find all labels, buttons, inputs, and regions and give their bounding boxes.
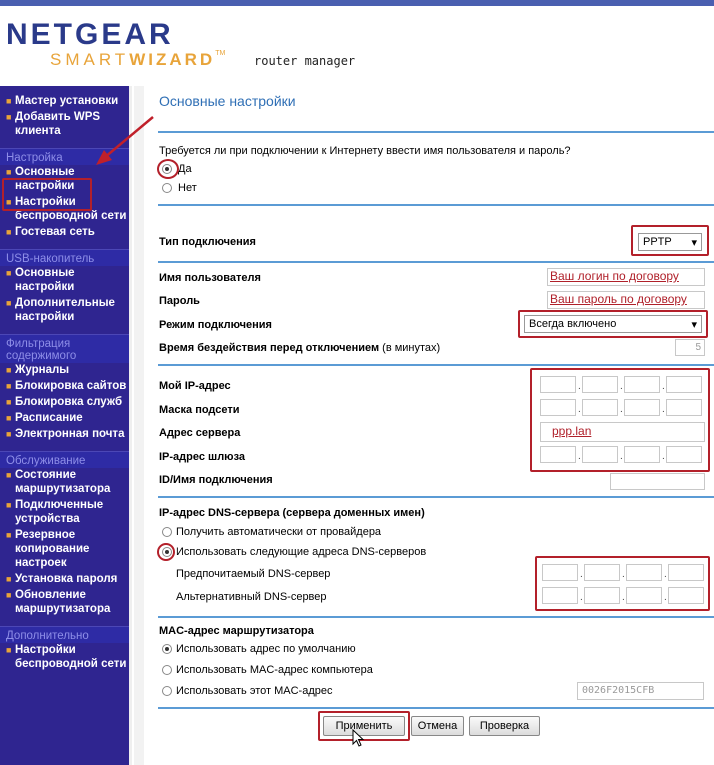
gateway-octet-3[interactable] (624, 446, 660, 463)
bullet-icon: ■ (6, 645, 12, 655)
divider (158, 616, 714, 618)
password-label: Пароль (159, 295, 200, 307)
sidebar-item[interactable] (0, 528, 129, 570)
divider (158, 131, 714, 133)
logo-wizard-text: WIZARD (129, 50, 216, 69)
main-content (144, 86, 714, 765)
sidebar-item[interactable] (0, 110, 129, 138)
subnet-octet-4[interactable] (666, 399, 702, 416)
dns-secondary-octet-4[interactable] (668, 587, 704, 604)
apply-button[interactable]: Применить (323, 716, 405, 736)
radio-mac-pc-label: Использовать MAC-адрес компьютера (176, 664, 373, 676)
password-hint: Ваш пароль по договору (550, 292, 687, 306)
mode-value: Всегда включено (529, 318, 617, 330)
sidebar-item-label: Основные настройки (15, 166, 75, 192)
conn-type-value: PPTP (643, 236, 672, 248)
sidebar-item-label: Установка пароля (15, 573, 118, 585)
dns-primary-octet-3[interactable] (626, 564, 662, 581)
mac-input[interactable]: 0026F2015CFB (577, 682, 704, 700)
sidebar-item-label: Резервное копирование настроек (15, 529, 90, 569)
sidebar-item-label: Добавить WPS клиента (15, 111, 101, 137)
bullet-icon: ■ (6, 530, 12, 540)
radio-dns-auto-label: Получить автоматически от провайдера (176, 526, 382, 538)
sidebar-item-label: Обновление маршрутизатора (15, 589, 111, 615)
octet-separator: . (620, 381, 623, 392)
octet-separator: . (664, 569, 667, 580)
sidebar-item[interactable] (0, 379, 129, 393)
octet-separator: . (620, 404, 623, 415)
radio-mac-this[interactable] (162, 686, 172, 696)
octet-separator: . (662, 381, 665, 392)
bullet-icon: ■ (6, 96, 12, 106)
radio-dns-auto[interactable] (162, 527, 172, 537)
bullet-icon: ■ (6, 112, 12, 122)
octet-separator: . (578, 404, 581, 415)
subnet-octet-2[interactable] (582, 399, 618, 416)
gateway-octet-4[interactable] (666, 446, 702, 463)
sidebar-section-header: USB-накопитель (0, 249, 129, 266)
tagline: router manager (254, 54, 356, 68)
dns-primary-octet-2[interactable] (584, 564, 620, 581)
bullet-icon: ■ (6, 227, 12, 237)
bullet-icon: ■ (6, 268, 12, 278)
dns-primary-octet-4[interactable] (668, 564, 704, 581)
idle-label: Время бездействия перед отключением (159, 342, 380, 354)
sidebar-item-label: Расписание (15, 412, 83, 424)
sidebar-item-label: Настройки беспроводной сети (15, 644, 127, 670)
logo-smart-text: SMART (50, 50, 130, 69)
sidebar-item-label: Блокировка сайтов (15, 380, 127, 392)
header (0, 6, 714, 86)
mac-title: MAC-адрес маршрутизатора (159, 625, 314, 637)
sidebar-item[interactable] (0, 572, 129, 586)
conn-id-input[interactable] (610, 473, 705, 490)
sidebar-item[interactable] (0, 588, 129, 616)
octet-separator: . (580, 569, 583, 580)
dns-secondary-octet-3[interactable] (626, 587, 662, 604)
conn-type-label: Тип подключения (159, 236, 256, 248)
sidebar-item-label: Подключенные устройства (15, 499, 104, 525)
sidebar-item-label: Дополнительные настройки (15, 297, 115, 323)
smartwizard-logo (50, 50, 225, 70)
sidebar-item[interactable] (0, 395, 129, 409)
my-ip-octet-3[interactable] (624, 376, 660, 393)
dns-secondary-octet-1[interactable] (542, 587, 578, 604)
dns-primary-label: Предпочитаемый DNS-сервер (176, 568, 331, 580)
my-ip-octet-1[interactable] (540, 376, 576, 393)
sidebar-item[interactable] (0, 498, 129, 526)
sidebar-scrollbar[interactable] (134, 86, 144, 765)
username-hint: Ваш логин по договору (550, 269, 679, 283)
server-value: ppp.lan (552, 424, 592, 438)
radio-login-yes-label: Да (178, 163, 192, 175)
sidebar-item[interactable] (0, 643, 129, 671)
my-ip-octet-2[interactable] (582, 376, 618, 393)
sidebar-item-label: Состояние маршрутизатора (15, 469, 111, 495)
my-ip-label: Мой IP-адрес (159, 380, 231, 392)
octet-separator: . (622, 569, 625, 580)
bullet-icon: ■ (6, 167, 12, 177)
bullet-icon: ■ (6, 397, 12, 407)
radio-login-no[interactable] (162, 183, 172, 193)
bullet-icon: ■ (6, 429, 12, 439)
gateway-label: IP-адрес шлюза (159, 451, 246, 463)
octet-separator: . (578, 381, 581, 392)
highlight-yes (157, 159, 179, 179)
conn-id-label: ID/Имя подключения (159, 474, 273, 486)
bullet-icon: ■ (6, 470, 12, 480)
sidebar-item-label: Основные настройки (15, 267, 75, 293)
page-title: Основные настройки (159, 93, 296, 109)
server-label: Адрес сервера (159, 427, 241, 439)
dns-primary-octet-1[interactable] (542, 564, 578, 581)
subnet-octet-1[interactable] (540, 399, 576, 416)
divider (158, 261, 714, 263)
sidebar-item[interactable] (0, 363, 129, 377)
radio-mac-this-label: Использовать этот MAC-адрес (176, 685, 333, 697)
sidebar-item-label: Гостевая сеть (15, 226, 95, 238)
dns-secondary-octet-2[interactable] (584, 587, 620, 604)
netgear-logo: NETGEAR (6, 18, 174, 51)
sidebar-item[interactable] (0, 266, 129, 294)
sidebar-item[interactable] (0, 427, 129, 441)
bullet-icon: ■ (6, 590, 12, 600)
sidebar-item[interactable] (0, 94, 129, 108)
octet-separator: . (662, 451, 665, 462)
octet-separator: . (580, 592, 583, 603)
highlight-sidebar-basic (2, 178, 92, 211)
dns-title: IP-адрес DNS-сервера (сервера доменных имен) (159, 507, 425, 519)
highlight-dns-manual (157, 543, 175, 561)
bullet-icon: ■ (6, 500, 12, 510)
logo-tm-mark: TM (215, 50, 226, 57)
chevron-down-icon: ▾ (691, 318, 697, 331)
octet-separator: . (664, 592, 667, 603)
divider (158, 707, 714, 709)
divider (158, 204, 714, 206)
sidebar-section-header: Дополнительно (0, 626, 129, 643)
mouse-cursor-icon (352, 729, 366, 749)
gateway-octet-1[interactable] (540, 446, 576, 463)
bullet-icon: ■ (6, 413, 12, 423)
subnet-label: Маска подсети (159, 404, 240, 416)
sidebar-item[interactable] (0, 411, 129, 425)
sidebar-section-header: Фильтрация содержимого (0, 334, 129, 363)
bullet-icon: ■ (6, 197, 12, 207)
radio-mac-default-label: Использовать адрес по умолчанию (176, 643, 356, 655)
idle-label-row (159, 342, 440, 354)
sidebar-section-header: Настройка (0, 148, 129, 165)
sidebar-item[interactable] (0, 225, 129, 239)
highlight-mode (518, 310, 708, 338)
subnet-octet-3[interactable] (624, 399, 660, 416)
username-label: Имя пользователя (159, 272, 261, 284)
login-question: Требуется ли при подключении к Интернету ввести имя пользователя и пароль? (159, 145, 571, 157)
test-button[interactable]: Проверка (469, 716, 540, 736)
radio-mac-pc[interactable] (162, 665, 172, 675)
chevron-down-icon: ▾ (691, 236, 697, 249)
mode-label: Режим подключения (159, 319, 272, 331)
octet-separator: . (662, 404, 665, 415)
sidebar-item[interactable] (0, 468, 129, 496)
sidebar-item-label: Блокировка служб (15, 396, 123, 408)
sidebar-item-label: Электронная почта (15, 428, 125, 440)
bullet-icon: ■ (6, 298, 12, 308)
radio-dns-manual-label: Использовать следующие адреса DNS-серверов (176, 546, 427, 558)
octet-separator: . (620, 451, 623, 462)
sidebar-item-label: Настройки беспроводной сети (15, 196, 127, 222)
idle-unit: (в минутах) (382, 342, 441, 354)
radio-mac-default[interactable] (162, 644, 172, 654)
highlight-conn-type (631, 225, 709, 256)
bullet-icon: ■ (6, 574, 12, 584)
bullet-icon: ■ (6, 381, 12, 391)
idle-input[interactable]: 5 (675, 339, 705, 356)
bullet-icon: ■ (6, 365, 12, 375)
divider (158, 496, 714, 498)
octet-separator: . (578, 451, 581, 462)
sidebar-item[interactable] (0, 296, 129, 324)
radio-login-no-label: Нет (178, 182, 197, 194)
octet-separator: . (622, 592, 625, 603)
my-ip-octet-4[interactable] (666, 376, 702, 393)
dns-secondary-label: Альтернативный DNS-сервер (176, 591, 327, 603)
divider (158, 364, 714, 366)
gateway-octet-2[interactable] (582, 446, 618, 463)
sidebar-section-header: Обслуживание (0, 451, 129, 468)
cancel-button[interactable]: Отмена (411, 716, 464, 736)
sidebar-item-label: Журналы (15, 364, 70, 376)
sidebar-item-label: Мастер установки (15, 95, 119, 107)
